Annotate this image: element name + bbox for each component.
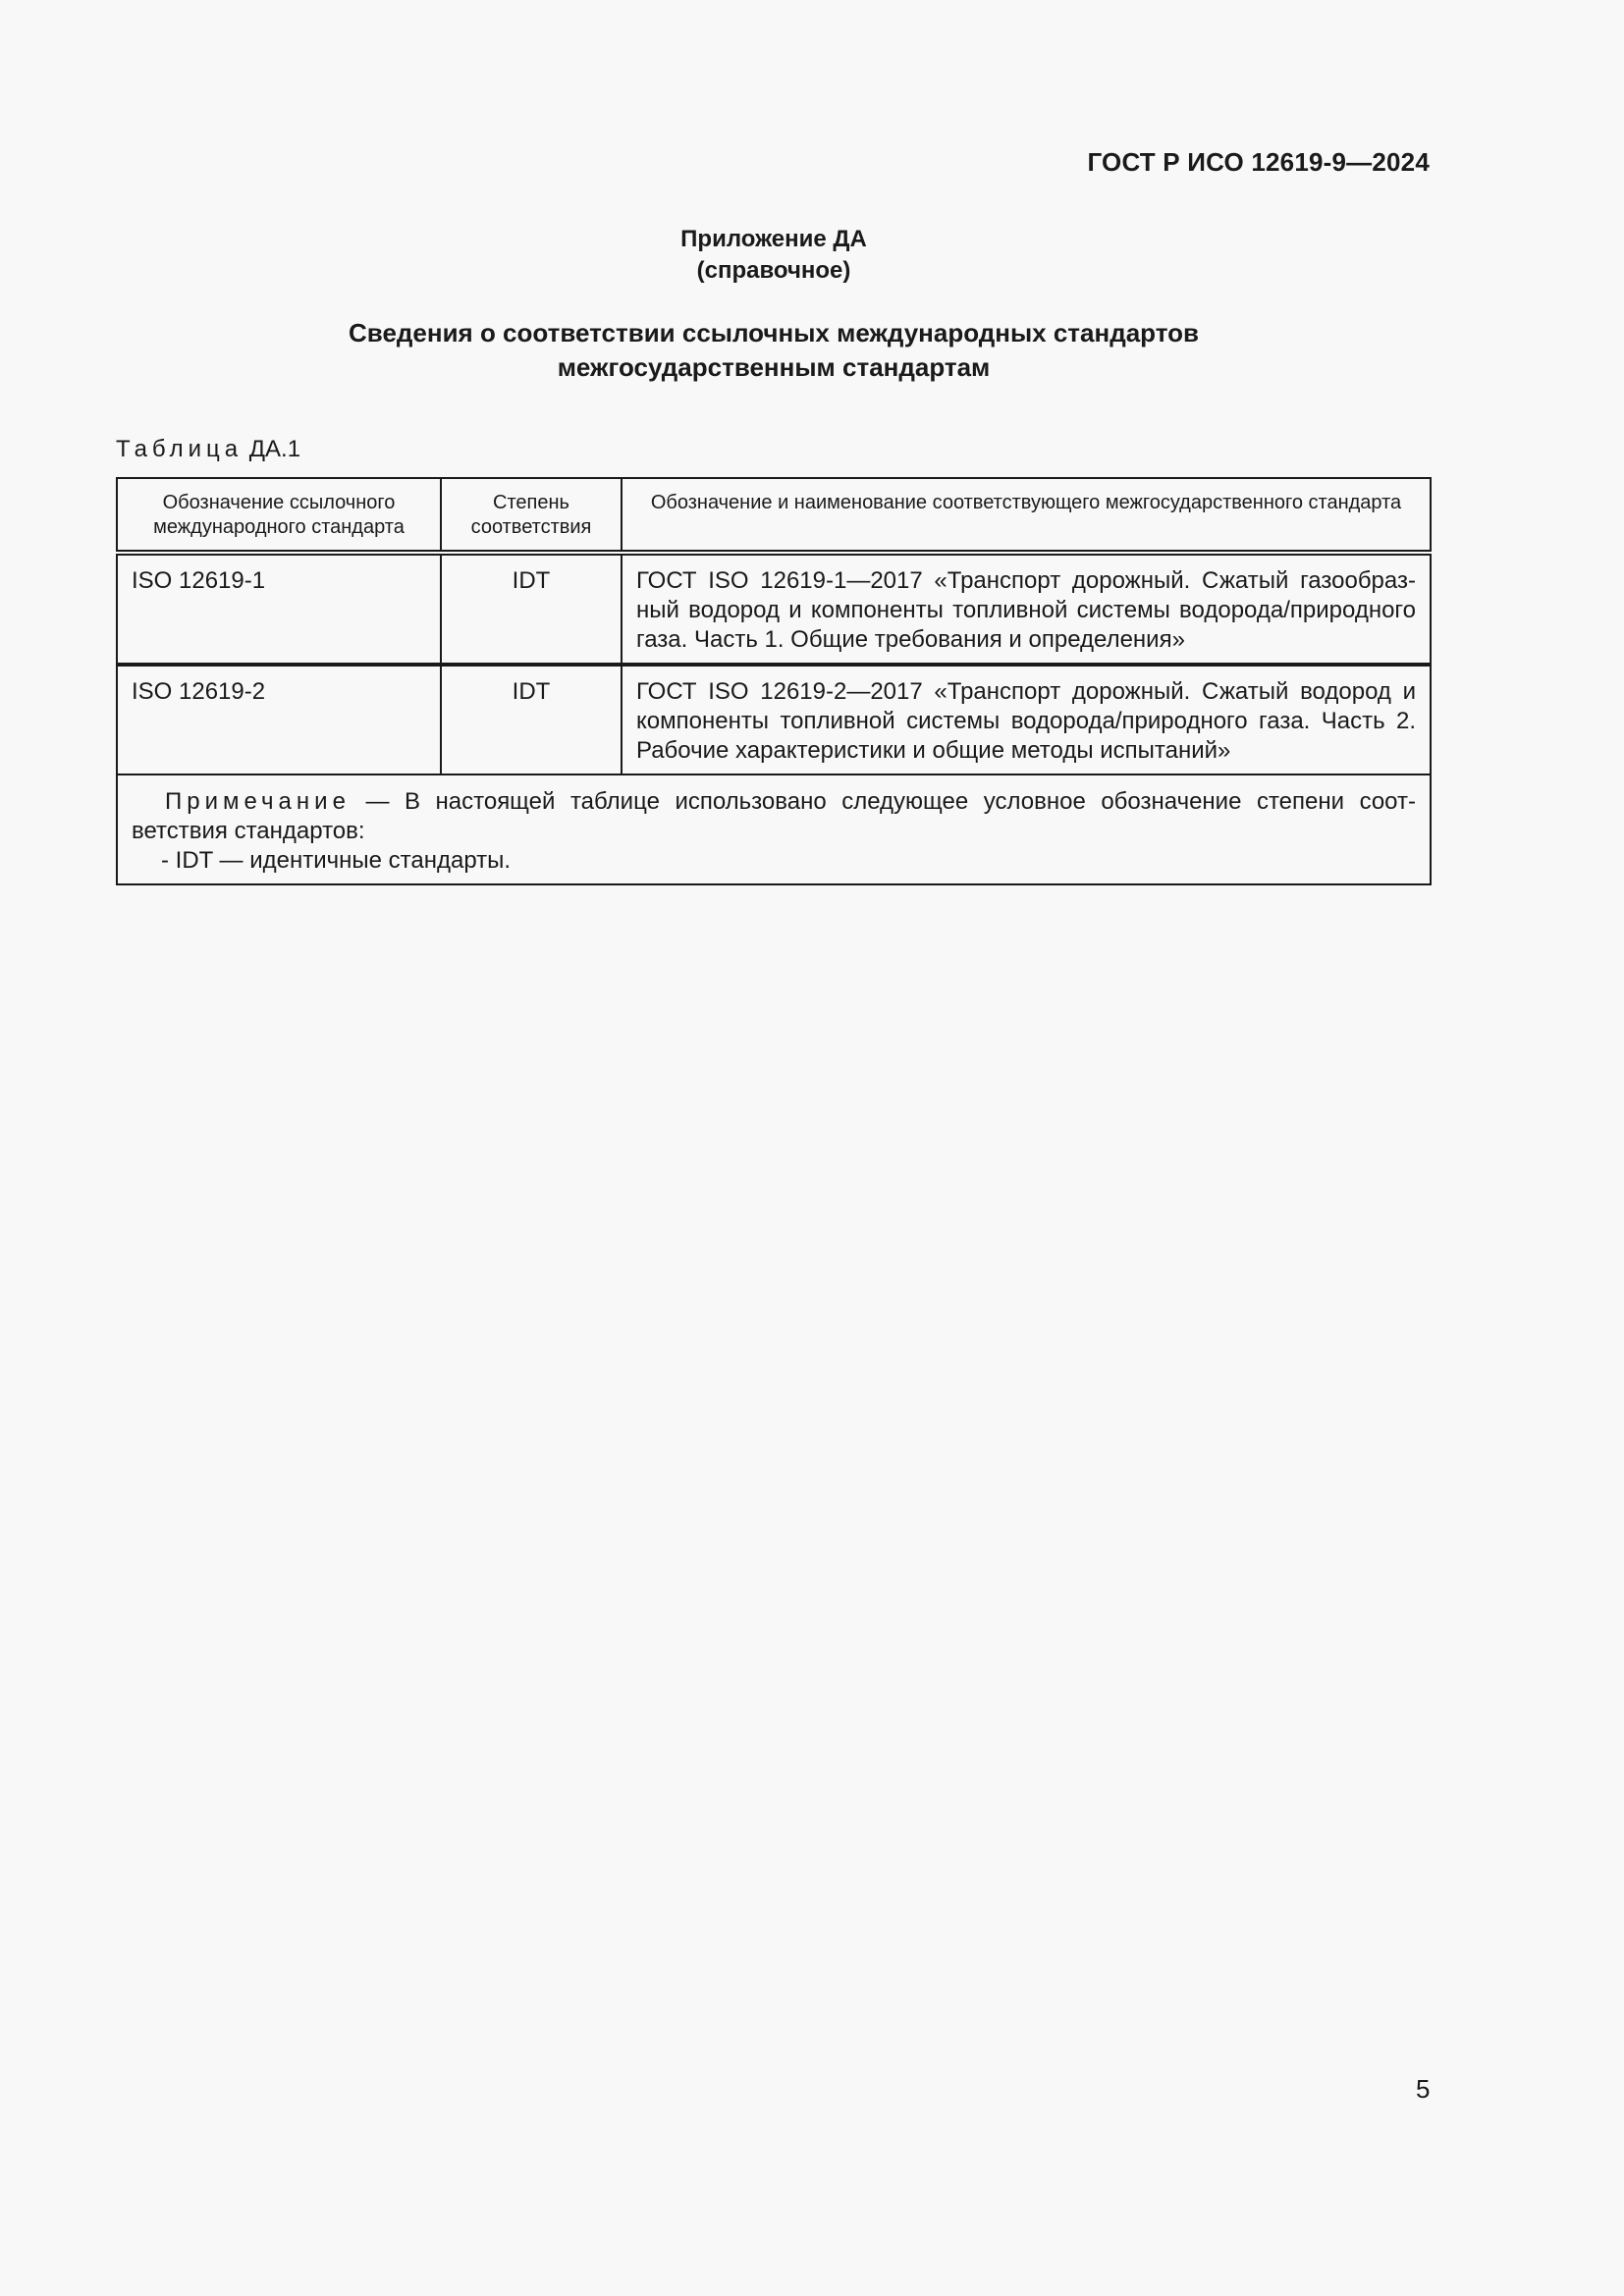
table-caption-label: Таблица	[116, 436, 244, 462]
note-label: Примечание	[165, 788, 351, 815]
section-title-line1: Сведения о соответствии ссылочных международных стандартов	[349, 318, 1199, 347]
appendix-kind: (справочное)	[696, 257, 851, 284]
table-note	[117, 774, 1431, 884]
note-text: — В настоящей таблице использовано следующее условное обозначение степени соответствия стандартов:	[132, 788, 1416, 844]
cell-reference: ISO 12619-1	[117, 553, 441, 665]
cell-description: ГОСТ ISO 12619-2—2017 «Транспорт дорожный. Сжатый водород и компоненты топливной системы водорода/природного газа. Часть 2. Рабочие характеристики и общие методы испытаний»	[622, 665, 1431, 774]
appendix-title: Приложение ДА	[680, 226, 867, 252]
header-degree: Степень соответствия	[441, 478, 622, 553]
table-caption-number: ДА.1	[248, 436, 301, 462]
document-code: ГОСТ Р ИСО 12619-9—2024	[1087, 147, 1430, 177]
note-list-item: - IDT — идентичные стандарты.	[161, 847, 512, 874]
table-header-row	[117, 478, 1431, 553]
table-caption	[116, 436, 300, 463]
cell-degree: IDT	[441, 665, 622, 774]
correspondence-table	[116, 477, 1432, 885]
header-national-standard: Обозначение и наименование соответствующего межгосударственного стандарта	[622, 478, 1431, 553]
page-number: 5	[1416, 2074, 1431, 2104]
table-row	[117, 665, 1431, 774]
cell-degree: IDT	[441, 553, 622, 665]
section-title-line2: межгосударственным стандартам	[557, 352, 991, 382]
table-row	[117, 553, 1431, 665]
table-note-row	[117, 774, 1431, 884]
header-reference-standard: Обозначение ссылочного международного стандарта	[117, 478, 441, 553]
cell-reference: ISO 12619-2	[117, 665, 441, 774]
cell-description: ГОСТ ISO 12619-1—2017 «Транспорт дорожный. Сжатый газообразный водород и компоненты топливной системы водорода/природного газа. Часть 1. Общие требования и определения»	[622, 553, 1431, 665]
